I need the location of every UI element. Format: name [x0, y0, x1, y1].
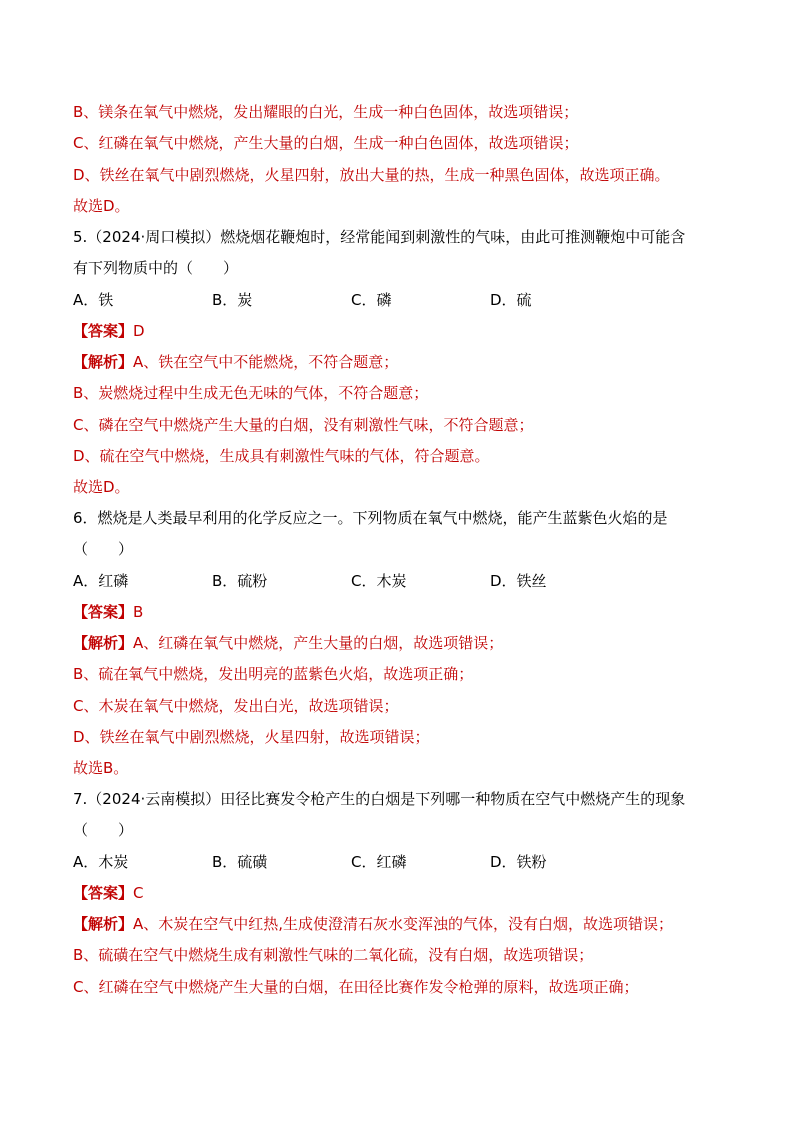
q5-option-c: C．磷 [351, 291, 392, 309]
q5-option-d: D．硫 [490, 291, 532, 309]
q5-options [73, 290, 629, 310]
q6-answer-value: B [133, 603, 144, 621]
q7-analysis-label: 【解析】 [73, 915, 134, 933]
q6-analysis-a [73, 633, 503, 653]
prev-analysis-b: B、镁条在氧气中燃烧，发出耀眼的白光，生成一种白色固体，故选项错误； [73, 103, 579, 121]
q5-answer-value: D [133, 322, 145, 340]
prev-analysis-c: C、红磷在氧气中燃烧，产生大量的白烟，生成一种白色固体，故选项错误； [73, 134, 579, 152]
q7-option-b: B．硫磺 [212, 853, 268, 871]
q5-analysis-a [73, 352, 398, 372]
q6-answer-label: 【答案】 [73, 603, 134, 621]
q5-analysis-a-text: A、铁在空气中不能燃烧，不符合题意； [133, 353, 399, 371]
q6-analysis-a-text: A、红磷在氧气中燃烧，产生大量的白烟，故选项错误； [133, 634, 504, 652]
q6-analysis-d: D、铁丝在氧气中剧烈燃烧，火星四射，故选项错误； [73, 728, 430, 746]
q5-analysis-b: B、炭燃烧过程中生成无色无味的气体，不符合题意； [73, 384, 429, 402]
q7-analysis-a [73, 914, 673, 934]
q7-answer-label: 【答案】 [73, 884, 134, 902]
q7-option-c: C．红磷 [351, 853, 407, 871]
q5-conclusion: 故选D。 [73, 478, 130, 496]
prev-analysis-d: D、铁丝在氧气中剧烈燃烧，火星四射，放出大量的热，生成一种黑色固体，故选项正确。 [73, 166, 670, 184]
q6-option-b: B．硫粉 [212, 572, 268, 590]
q6-option-c: C．木炭 [351, 572, 407, 590]
q6-analysis-label: 【解析】 [73, 634, 134, 652]
q5-answer-label: 【答案】 [73, 322, 134, 340]
q5-analysis-d: D、硫在空气中燃烧，生成具有刺激性气味的气体，符合题意。 [73, 447, 490, 465]
q5-option-b: B．炭 [212, 291, 253, 309]
q7-analysis-c: C、红磷在空气中燃烧产生大量的白烟，在田径比赛作发令枪弹的原料，故选项正确； [73, 978, 639, 996]
q5-analysis-c: C、磷在空气中燃烧产生大量的白烟，没有刺激性气味，不符合题意； [73, 416, 534, 434]
q5-answer [73, 321, 145, 341]
q7-options [73, 852, 629, 872]
q7-stem-line2: （ ） [73, 821, 134, 839]
q7-analysis-b: B、硫磺在空气中燃烧生成有刺激性气味的二氧化硫，没有白烟，故选项错误； [73, 946, 594, 964]
q5-stem-line1: 5.（2024·周口模拟）燃烧烟花鞭炮时，经常能闻到刺激性的气味，由此可推测鞭炮中可能含 [73, 228, 686, 246]
q7-option-a: A．木炭 [73, 853, 129, 871]
q6-stem-line1: 6．燃烧是人类最早利用的化学反应之一。下列物质在氧气中燃烧，能产生蓝紫色火焰的是 [73, 509, 668, 527]
q6-options [73, 571, 629, 591]
q5-analysis-label: 【解析】 [73, 353, 134, 371]
q7-answer [73, 883, 144, 903]
q5-option-a: A．铁 [73, 291, 114, 309]
q6-option-d: D．铁丝 [490, 572, 547, 590]
q6-answer [73, 602, 143, 622]
q6-stem-line2: （ ） [73, 540, 134, 558]
q6-analysis-c: C、木炭在氧气中燃烧，发出白光，故选项错误； [73, 697, 399, 715]
q7-stem-line1: 7.（2024·云南模拟）田径比赛发令枪产生的白烟是下列哪一种物质在空气中燃烧产生的现象 [73, 790, 686, 808]
q6-analysis-b: B、硫在氧气中燃烧，发出明亮的蓝紫色火焰，故选项正确； [73, 665, 474, 683]
q6-conclusion: 故选B。 [73, 759, 129, 777]
prev-conclusion: 故选D。 [73, 197, 130, 215]
q7-answer-value: C [133, 884, 144, 902]
q7-option-d: D．铁粉 [490, 853, 547, 871]
q6-option-a: A．红磷 [73, 572, 129, 590]
q5-stem-line2: 有下列物质中的（ ） [73, 259, 239, 277]
q7-analysis-a-text: A、木炭在空气中红热,生成使澄清石灰水变浑浊的气体，没有白烟，故选项错误； [133, 915, 674, 933]
